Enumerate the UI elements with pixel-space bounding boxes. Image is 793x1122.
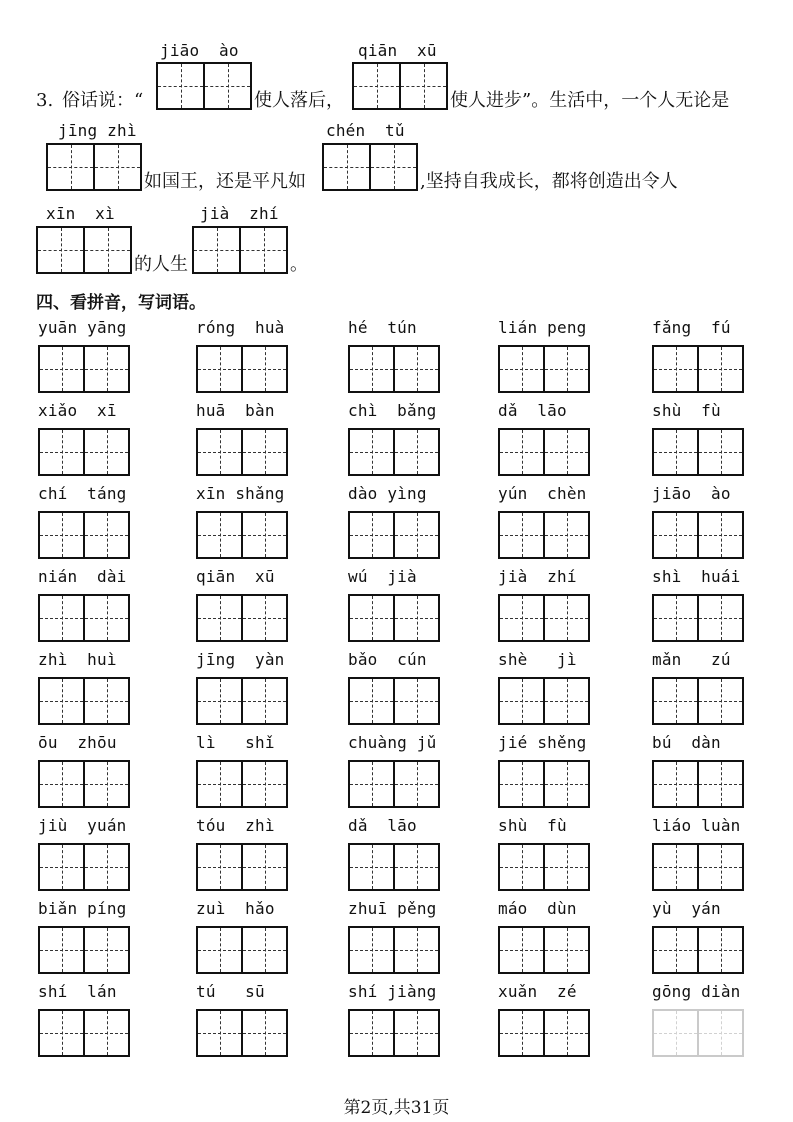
writing-grid[interactable]: [498, 511, 590, 559]
grid-cell[interactable]: [83, 596, 128, 640]
pinyin-label: jīng yàn: [196, 650, 285, 669]
grid-cell[interactable]: [241, 679, 286, 723]
grid-cell[interactable]: [393, 1011, 438, 1055]
grid-cell[interactable]: [543, 679, 588, 723]
grid-cell[interactable]: [83, 1011, 128, 1055]
grid-cell[interactable]: [393, 679, 438, 723]
pinyin-label: chì bǎng: [348, 401, 437, 420]
pinyin-label: biǎn píng: [38, 899, 127, 918]
pinyin-label: yuān yāng: [38, 318, 127, 337]
grid-cell[interactable]: [83, 679, 128, 723]
writing-grid[interactable]: [38, 760, 130, 808]
pinyin-label: shí jiàng: [348, 982, 437, 1001]
grid-cell[interactable]: [697, 762, 742, 806]
writing-grid[interactable]: [196, 677, 288, 725]
writing-grid[interactable]: [652, 345, 744, 393]
writing-grid[interactable]: [196, 345, 288, 393]
grid-cell[interactable]: [393, 762, 438, 806]
pinyin-label: tú sū: [196, 982, 265, 1001]
grid-cell[interactable]: [393, 928, 438, 972]
grid-cell[interactable]: [241, 1011, 286, 1055]
writing-grid[interactable]: [652, 926, 744, 974]
pinyin-label: yù yán: [652, 899, 721, 918]
grid-cell[interactable]: [654, 928, 697, 972]
pinyin-label: jià zhí: [200, 204, 279, 223]
grid-cell[interactable]: [697, 679, 742, 723]
pinyin-label: chí táng: [38, 484, 127, 503]
pinyin-label: huā bàn: [196, 401, 275, 420]
grid-cell[interactable]: [543, 596, 588, 640]
grid-cell[interactable]: [241, 596, 286, 640]
writing-grid[interactable]: [322, 143, 418, 191]
grid-cell[interactable]: [198, 928, 241, 972]
writing-grid[interactable]: [652, 760, 744, 808]
pinyin-label: ōu zhōu: [38, 733, 117, 752]
passage-text: 如国王，还是平凡如: [144, 171, 306, 192]
pinyin-label: dǎ lāo: [348, 816, 417, 835]
grid-cell[interactable]: [654, 596, 697, 640]
grid-cell[interactable]: [40, 928, 83, 972]
grid-cell[interactable]: [241, 845, 286, 889]
grid-cell[interactable]: [83, 430, 128, 474]
writing-grid[interactable]: [498, 760, 590, 808]
grid-cell[interactable]: [40, 596, 83, 640]
grid-cell[interactable]: [543, 347, 588, 391]
pinyin-label: shù fù: [498, 816, 567, 835]
grid-cell[interactable]: [198, 596, 241, 640]
grid-cell[interactable]: [198, 679, 241, 723]
pinyin-label: dǎ lāo: [498, 401, 567, 420]
pinyin-label: gōng diàn: [652, 982, 741, 1001]
pinyin-label: shè jì: [498, 650, 577, 669]
writing-grid[interactable]: [38, 428, 130, 476]
grid-cell[interactable]: [654, 430, 697, 474]
writing-grid[interactable]: [196, 760, 288, 808]
pinyin-label: fǎng fú: [652, 318, 731, 337]
writing-grid[interactable]: [38, 677, 130, 725]
grid-cell[interactable]: [393, 430, 438, 474]
pinyin-label: xiǎo xī: [38, 401, 117, 420]
writing-grid[interactable]: [196, 594, 288, 642]
grid-cell[interactable]: [697, 928, 742, 972]
pinyin-label: zuì hǎo: [196, 899, 275, 918]
writing-grid[interactable]: [348, 677, 440, 725]
pinyin-label: jiāo ào: [160, 41, 239, 60]
writing-grid[interactable]: [38, 345, 130, 393]
grid-cell[interactable]: [543, 845, 588, 889]
writing-grid[interactable]: [38, 594, 130, 642]
grid-cell[interactable]: [40, 679, 83, 723]
grid-cell[interactable]: [241, 762, 286, 806]
pinyin-label: jià zhí: [498, 567, 577, 586]
writing-grid[interactable]: [652, 511, 744, 559]
writing-grid[interactable]: [498, 843, 590, 891]
writing-grid[interactable]: [196, 511, 288, 559]
pinyin-label: liáo luàn: [652, 816, 741, 835]
writing-grid[interactable]: [38, 926, 130, 974]
item-number: 3.: [36, 90, 54, 111]
pinyin-label: lì shǐ: [196, 733, 275, 752]
pinyin-label: dào yìng: [348, 484, 427, 503]
writing-grid[interactable]: [348, 428, 440, 476]
writing-grid[interactable]: [498, 428, 590, 476]
grid-cell[interactable]: [350, 347, 393, 391]
pinyin-label: jiāo ào: [652, 484, 731, 503]
pinyin-label: lián peng: [498, 318, 587, 337]
writing-grid[interactable]: [38, 511, 130, 559]
writing-grid[interactable]: [652, 1009, 744, 1057]
writing-grid[interactable]: [498, 677, 590, 725]
grid-cell[interactable]: [241, 513, 286, 557]
writing-grid[interactable]: [498, 345, 590, 393]
passage-text: 。: [290, 254, 308, 275]
grid-cell[interactable]: [350, 762, 393, 806]
pinyin-label: shí lán: [38, 982, 117, 1001]
grid-cell[interactable]: [500, 347, 543, 391]
grid-cell[interactable]: [393, 845, 438, 889]
pinyin-label: qiān xū: [358, 41, 437, 60]
pinyin-label: mǎn zú: [652, 650, 731, 669]
pinyin-label: qiān xū: [196, 567, 275, 586]
writing-grid[interactable]: [652, 677, 744, 725]
pinyin-label: xīn shǎng: [196, 484, 285, 503]
grid-cell[interactable]: [198, 1011, 241, 1055]
writing-grid[interactable]: [196, 843, 288, 891]
page-footer: 第2页,共31页: [343, 1098, 450, 1118]
pinyin-label: hé tún: [348, 318, 417, 337]
grid-cell[interactable]: [697, 430, 742, 474]
grid-cell[interactable]: [350, 679, 393, 723]
grid-cell[interactable]: [350, 513, 393, 557]
writing-grid[interactable]: [38, 1009, 130, 1057]
passage-text: 使人落后，: [254, 90, 344, 111]
passage-text: 使人进步”。生活中，一个人无论是: [450, 90, 730, 111]
grid-cell[interactable]: [40, 347, 83, 391]
passage-text: 俗话说：“: [62, 90, 144, 111]
grid-cell[interactable]: [393, 347, 438, 391]
grid-cell[interactable]: [543, 513, 588, 557]
pinyin-label: bú dàn: [652, 733, 721, 752]
pinyin-label: zhì huì: [38, 650, 117, 669]
grid-cell[interactable]: [500, 1011, 543, 1055]
passage-text: 的人生: [134, 254, 188, 275]
writing-grid[interactable]: [38, 843, 130, 891]
writing-grid[interactable]: [498, 1009, 590, 1057]
pinyin-label: chén tǔ: [326, 121, 405, 140]
grid-cell[interactable]: [198, 513, 241, 557]
grid-cell[interactable]: [40, 1011, 83, 1055]
writing-grid[interactable]: [192, 226, 288, 274]
grid-cell[interactable]: [697, 513, 742, 557]
grid-cell[interactable]: [83, 845, 128, 889]
grid-cell[interactable]: [198, 762, 241, 806]
grid-cell[interactable]: [543, 762, 588, 806]
grid-cell[interactable]: [40, 845, 83, 889]
writing-grid[interactable]: [156, 62, 252, 110]
writing-grid[interactable]: [46, 143, 142, 191]
grid-cell[interactable]: [40, 513, 83, 557]
pinyin-label: shù fù: [652, 401, 721, 420]
pinyin-label: shì huái: [652, 567, 741, 586]
writing-grid[interactable]: [352, 62, 448, 110]
pinyin-label: zhuī pěng: [348, 899, 437, 918]
grid-cell[interactable]: [543, 928, 588, 972]
writing-grid[interactable]: [36, 226, 132, 274]
grid-cell[interactable]: [393, 513, 438, 557]
pinyin-label: chuàng jǔ: [348, 733, 437, 752]
pinyin-label: nián dài: [38, 567, 127, 586]
grid-cell[interactable]: [697, 347, 742, 391]
grid-cell[interactable]: [198, 347, 241, 391]
grid-cell[interactable]: [654, 513, 697, 557]
grid-cell[interactable]: [500, 430, 543, 474]
grid-cell[interactable]: [350, 430, 393, 474]
writing-grid[interactable]: [348, 511, 440, 559]
grid-cell[interactable]: [654, 845, 697, 889]
writing-grid[interactable]: [652, 843, 744, 891]
writing-grid[interactable]: [652, 594, 744, 642]
writing-grid[interactable]: [348, 926, 440, 974]
writing-grid[interactable]: [196, 926, 288, 974]
grid-cell[interactable]: [241, 347, 286, 391]
pinyin-label: jié shěng: [498, 733, 587, 752]
pinyin-label: xīn xì: [46, 204, 115, 223]
grid-cell[interactable]: [83, 762, 128, 806]
writing-grid[interactable]: [348, 843, 440, 891]
grid-cell[interactable]: [500, 596, 543, 640]
grid-cell[interactable]: [350, 845, 393, 889]
grid-cell[interactable]: [654, 347, 697, 391]
passage-text: ,坚持自我成长，都将创造出令人: [420, 171, 678, 192]
grid-cell[interactable]: [500, 762, 543, 806]
grid-cell[interactable]: [40, 430, 83, 474]
pinyin-label: róng huà: [196, 318, 285, 337]
grid-cell[interactable]: [654, 679, 697, 723]
writing-grid[interactable]: [652, 428, 744, 476]
grid-cell[interactable]: [697, 845, 742, 889]
pinyin-label: bǎo cún: [348, 650, 427, 669]
writing-grid[interactable]: [196, 428, 288, 476]
writing-grid[interactable]: [348, 345, 440, 393]
grid-cell[interactable]: [697, 1011, 742, 1055]
grid-cell[interactable]: [697, 596, 742, 640]
grid-cell[interactable]: [350, 596, 393, 640]
writing-grid[interactable]: [498, 594, 590, 642]
writing-grid[interactable]: [498, 926, 590, 974]
grid-cell[interactable]: [241, 430, 286, 474]
grid-cell[interactable]: [83, 347, 128, 391]
pinyin-label: jiù yuán: [38, 816, 127, 835]
grid-cell[interactable]: [654, 762, 697, 806]
grid-cell[interactable]: [500, 513, 543, 557]
grid-cell[interactable]: [393, 596, 438, 640]
grid-cell[interactable]: [543, 430, 588, 474]
grid-cell[interactable]: [350, 1011, 393, 1055]
writing-grid[interactable]: [348, 594, 440, 642]
pinyin-label: tóu zhì: [196, 816, 275, 835]
pinyin-label: jīng zhì: [58, 121, 137, 140]
grid-cell[interactable]: [543, 1011, 588, 1055]
grid-cell[interactable]: [500, 679, 543, 723]
grid-cell[interactable]: [40, 762, 83, 806]
writing-grid[interactable]: [348, 760, 440, 808]
grid-cell[interactable]: [198, 430, 241, 474]
grid-cell[interactable]: [500, 928, 543, 972]
grid-cell[interactable]: [500, 845, 543, 889]
section-heading: 四、看拼音，写词语。: [36, 293, 206, 313]
writing-grid[interactable]: [348, 1009, 440, 1057]
pinyin-label: yún chèn: [498, 484, 587, 503]
grid-cell[interactable]: [83, 928, 128, 972]
grid-cell[interactable]: [241, 928, 286, 972]
grid-cell[interactable]: [198, 845, 241, 889]
grid-cell[interactable]: [83, 513, 128, 557]
grid-cell[interactable]: [350, 928, 393, 972]
grid-cell[interactable]: [654, 1011, 697, 1055]
pinyin-label: wú jià: [348, 567, 417, 586]
pinyin-label: xuǎn zé: [498, 982, 577, 1001]
writing-grid[interactable]: [196, 1009, 288, 1057]
pinyin-label: máo dùn: [498, 899, 577, 918]
